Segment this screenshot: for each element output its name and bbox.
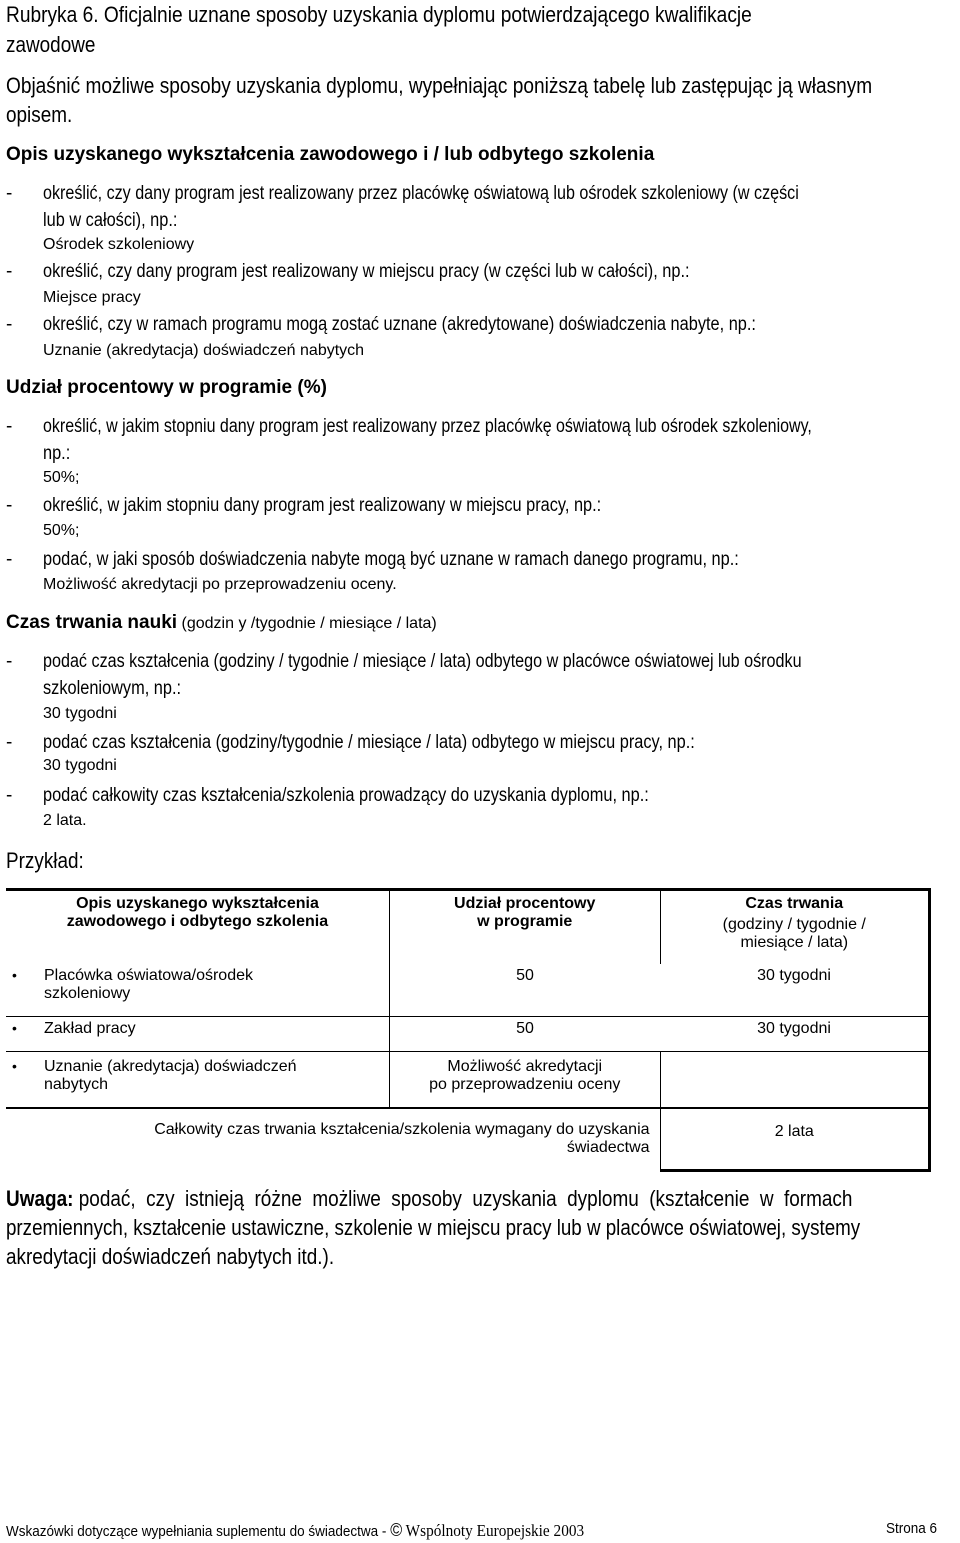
header-line: Opis uzyskanego wykształcenia (76, 895, 319, 912)
page-title-continued (6, 32, 110, 58)
example-label (6, 848, 96, 874)
note-text-2: przemiennych, kształcenie ustawiczne, szkolenie w miejscu pracy lub w placówce oświatowej, systemy (6, 1215, 861, 1240)
table-row-total (6, 1108, 930, 1170)
page-number-text: Strona 6 (886, 1520, 938, 1537)
dash-marker: - (6, 651, 13, 672)
section2-answer2: 50%; (43, 522, 80, 539)
cell-line: szkoleniowy (44, 985, 131, 1002)
section3-heading-main: Czas trwania nauki (6, 612, 178, 633)
note-text-1: podać, czy istnieją różne możliwe sposoby uzyskania dyplomu (kształcenie w formach (78, 1186, 853, 1211)
section1-item1-line2: lub w całości), np.: (43, 210, 178, 231)
page-number (886, 1520, 943, 1537)
table-cell-total-label (6, 1108, 660, 1170)
table-header-percentage (389, 890, 660, 965)
table-cell-percentage: 50 (389, 1017, 660, 1052)
header-line: Czas trwania (745, 895, 844, 912)
intro-text (6, 73, 960, 99)
section2-item1 (43, 416, 956, 438)
section1-item2 (43, 261, 795, 283)
table-cell-percentage (389, 1052, 660, 1109)
section1-item3 (43, 314, 872, 336)
footer-text: Wskazówki dotyczące wypełniania suplementu do świadectwa - (6, 1523, 391, 1540)
table-cell-percentage: 50 (389, 964, 660, 1017)
header-line: (godziny / tygodnie / (722, 916, 866, 933)
title-line-2: zawodowe (6, 32, 96, 57)
section3-item3 (43, 785, 747, 807)
section1-item1-cont (43, 210, 199, 232)
section3-answer1: 30 tygodni (43, 705, 117, 722)
section3-heading-sub: (godzin y /tygodnie / miesiące / lata) (181, 615, 437, 632)
table-cell-duration (660, 1052, 929, 1109)
header-line: w programie (477, 913, 573, 930)
section1-item1-line1: określić, czy dany program jest realizowany przez placówkę oświatową lub ośrodek szkoleniowy (w części (43, 183, 799, 204)
section3-item2-text: podać czas kształcenia (godziny/tygodnie / miesiące / lata) odbytego w miejscu pracy, np.: (43, 732, 695, 753)
cell-line: Placówka oświatowa/ośrodek (44, 967, 253, 984)
table-row (6, 1052, 930, 1109)
section-heading-percentage: Udział procentowy w programie (%) (6, 377, 327, 398)
table-header-duration (660, 890, 929, 965)
dash-marker: - (6, 261, 13, 282)
section3-item1 (43, 651, 935, 673)
bullet-icon: • (12, 1058, 17, 1074)
section3-item3-text: podać całkowity czas kształcenia/szkolenia prowadzący do uzyskania dyplomu, np.: (43, 785, 649, 806)
section1-answer2: Miejsce pracy (43, 289, 141, 306)
header-line: zawodowego i odbytego szkolenia (66, 913, 329, 930)
section1-item1 (43, 183, 934, 205)
example-label-text: Przykład: (6, 848, 84, 873)
section2-item1-line2: np.: (43, 443, 71, 464)
dash-marker: - (6, 549, 13, 570)
section1-item3-text: określić, czy w ramach programu mogą zostać uznane (akredytowane) doświadczenia nabyte, np.: (43, 314, 756, 335)
section1-answer1: Ośrodek szkoleniowy (43, 236, 195, 253)
section1-item2-text: określić, czy dany program jest realizowany w miejscu pracy (w części lub w całości), np.: (43, 261, 690, 282)
table-cell-description (6, 1017, 389, 1052)
dash-marker: - (6, 416, 13, 437)
cell-line: Zakład pracy (44, 1020, 136, 1037)
table-cell-total-duration: 2 lata (660, 1108, 929, 1170)
section1-answer3: Uznanie (akredytacja) doświadczeń nabytych (43, 342, 365, 359)
bullet-icon: • (12, 1020, 17, 1036)
copyright-icon: © (390, 1520, 403, 1540)
section3-answer2: 30 tygodni (43, 757, 117, 774)
section2-answer1: 50%; (43, 469, 80, 486)
intro-line-2: opisem. (6, 102, 73, 127)
section3-item2 (43, 732, 801, 754)
cell-line: Całkowity czas trwania kształcenia/szkolenia wymagany do uzyskania (154, 1121, 650, 1138)
section3-item1-line2: szkoleniowym, np.: (43, 678, 182, 699)
intro-line-1: Objaśnić możliwe sposoby uzyskania dyplomu, wypełniając poniższą tabelę lub zastępując ją własnym (6, 73, 873, 98)
table-cell-duration: 30 tygodni (660, 1017, 929, 1052)
footer-publisher: Wspólnoty Europejskie 2003 (402, 1521, 585, 1540)
page-footer (6, 1520, 648, 1541)
cell-line: świadectwa (566, 1139, 650, 1156)
header-line: Udział procentowy (454, 895, 596, 912)
bullet-icon: • (12, 967, 17, 983)
section-heading-description: Opis uzyskanego wykształcenia zawodowego i / lub odbytego szkolenia (6, 144, 655, 165)
section3-item1-cont (43, 678, 204, 700)
dash-marker: - (6, 495, 13, 516)
section3-answer3: 2 lata. (43, 812, 87, 829)
section2-item2-text: określić, w jakim stopniu dany program jest realizowany w miejscu pracy, np.: (43, 495, 602, 516)
section2-item3-text: podać, w jaki sposób doświadczenia nabyte mogą być uznane w ramach danego programu, np.: (43, 549, 739, 570)
table-cell-description (6, 964, 389, 1017)
table-cell-duration: 30 tygodni (660, 964, 929, 1017)
table-cell-description (6, 1052, 389, 1109)
intro-text-continued (6, 102, 83, 128)
note-line-2 (6, 1215, 960, 1241)
section2-item1-line1: określić, w jakim stopniu dany program jest realizowany przez placówkę oświatową lub ośrodek szkoleniowy, (43, 416, 812, 437)
section3-item1-line1: podać czas kształcenia (godziny / tygodnie / miesiące / lata) odbytego w placówce oświatowej lub ośrodku (43, 651, 802, 672)
dash-marker: - (6, 314, 13, 335)
note-text-3: akredytacji doświadczeń nabytych itd.). (6, 1244, 335, 1269)
header-line: miesiące / lata) (740, 934, 849, 951)
cell-line: Uznanie (akredytacja) doświadczeń (44, 1058, 297, 1075)
cell-line: Możliwość akredytacji (447, 1058, 603, 1075)
example-table (6, 888, 931, 1172)
section-heading-duration (6, 612, 437, 634)
table-header-row (6, 890, 930, 965)
cell-line: nabytych (44, 1076, 109, 1093)
cell-line: po przeprowadzeniu oceny (429, 1076, 621, 1093)
dash-marker: - (6, 732, 13, 753)
section2-answer3: Możliwość akredytacji po przeprowadzeniu oceny. (43, 576, 397, 593)
section2-item1-cont (43, 443, 75, 465)
dash-marker: - (6, 183, 13, 204)
note-label: Uwaga: (6, 1186, 74, 1211)
table-header-description (6, 890, 389, 965)
page-title (6, 2, 863, 28)
dash-marker: - (6, 785, 13, 806)
section2-item2 (43, 495, 692, 517)
note-line-1 (6, 1186, 960, 1212)
table-row (6, 964, 930, 1017)
section2-item3 (43, 549, 852, 571)
table-row (6, 1017, 930, 1052)
note-line-3 (6, 1244, 388, 1270)
title-line-1: Rubryka 6. Oficjalnie uznane sposoby uzyskania dyplomu potwierdzającego kwalifikacje (6, 2, 752, 27)
